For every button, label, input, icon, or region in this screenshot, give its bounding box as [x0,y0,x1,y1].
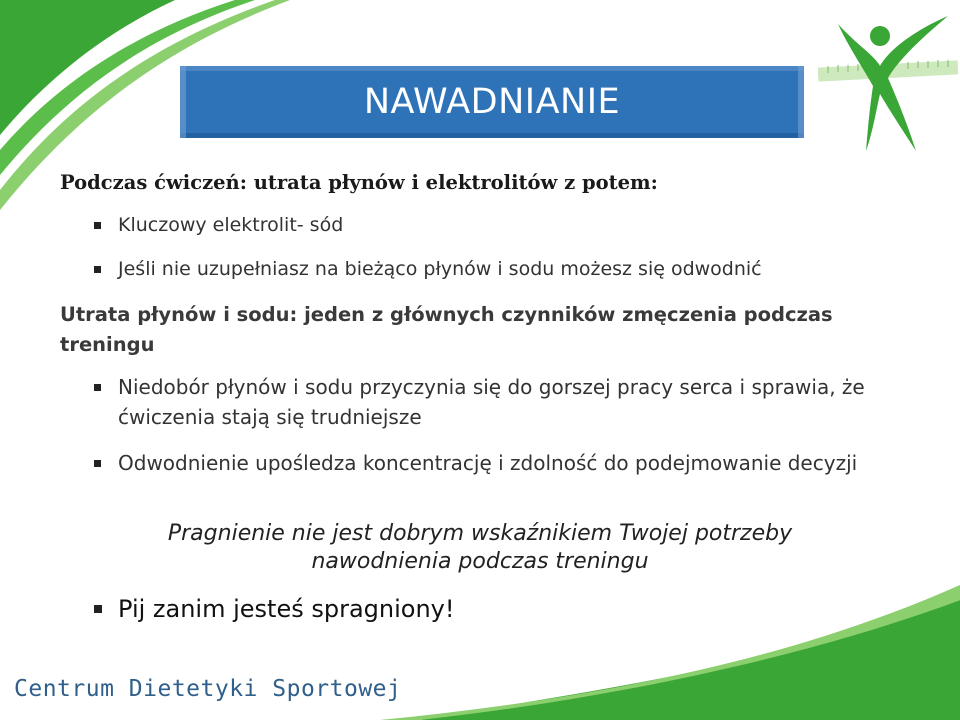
section-heading-fatigue: Utrata płynów i sodu: jeden z głównych czynników zmęczenia podczas treningu [60,303,833,356]
list-item-text: Pij zanim jesteś spragniony! [118,595,455,623]
list-item [94,211,894,239]
list-item [94,255,894,283]
runner-with-measuring-tape-logo [818,6,958,156]
section-heading-fluid-loss: Podczas ćwiczeń: utrata płynów i elektrolitów z potem: [60,171,658,194]
list-item-text: Jeśli nie uzupełniasz na bieżąco płynów i sodu możesz się odwodnić [118,258,762,280]
list-item [94,448,894,478]
slide-title: NAWADNIANIE [363,82,621,122]
list-item-text: Odwodnienie upośledza koncentrację i zdolność do podejmowanie decyzji [118,451,858,475]
list-item-text: Niedobór płynów i sodu przyczynia się do gorszej pracy serca i sprawia, że ćwiczenia stają się trudniejsze [118,375,865,429]
square-bullet-icon [94,384,101,391]
square-bullet-icon [94,605,102,613]
list-item-text: Kluczowy elektrolit- sód [118,214,344,236]
square-bullet-icon [94,460,101,467]
square-bullet-icon [94,222,101,229]
thirst-note: Pragnienie nie jest dobrym wskaźnikiem Twojej potrzeby nawodnienia podczas treningu [167,521,793,574]
list-item [94,372,894,432]
square-bullet-icon [94,266,101,273]
list-item-final [94,593,794,625]
footer-organization-name: Centrum Dietetyki Sportowej [14,676,402,702]
